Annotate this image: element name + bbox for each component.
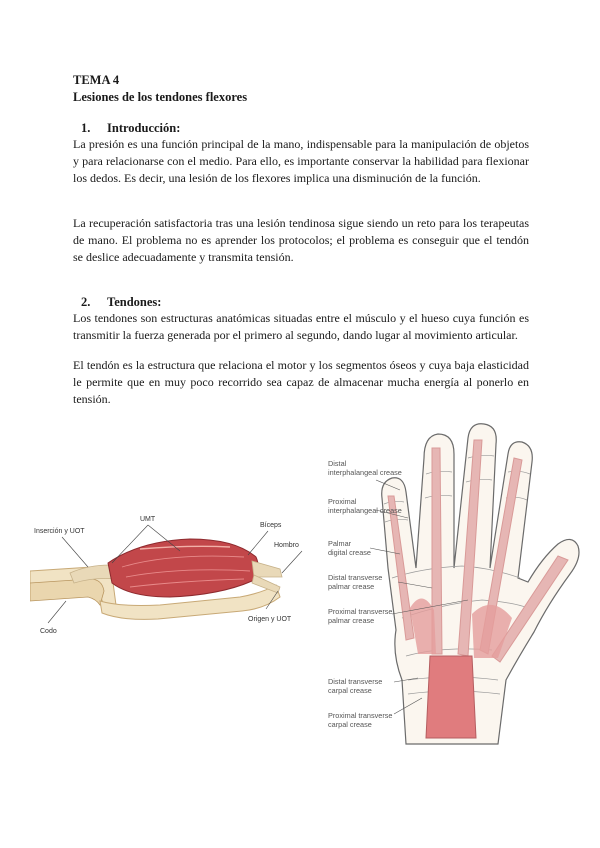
title-block <box>73 72 247 106</box>
section-title: Tendones: <box>107 295 162 309</box>
document-subtitle: Lesiones de los tendones flexores <box>73 90 248 104</box>
paragraph-tendones-2: El tendón es la estructura que relaciona el motor y los segmentos óseos y cuya baja elasticidad le permite que en muy poco recorrido sea capaz de almacenar mucha energía al ponerlo en tensión. <box>73 358 529 407</box>
label-palmar-digital: Palmar digital crease <box>328 539 371 557</box>
biceps-muscle <box>108 539 258 597</box>
label-hombro: Hombro <box>274 542 299 549</box>
section-heading-introduccion <box>81 121 180 136</box>
label-proximal-transverse-carpal: Proximal transverse carpal crease <box>328 711 393 729</box>
label-distal-interphalangeal: Distal interphalangeal crease <box>328 459 402 477</box>
section-number: 1. <box>81 121 91 135</box>
biceps-illustration <box>30 505 305 645</box>
label-insercion: Inserción y UOT <box>34 528 85 535</box>
carpal-tunnel <box>426 656 476 738</box>
label-umt: UMT <box>140 516 156 523</box>
label-biceps: Bíceps <box>260 522 282 529</box>
paragraph-tendones-1: Los tendones son estructuras anatómicas situadas entre el músculo y el hueso cuya función es transmitir la fuerza generada por el primero al segundo, dando lugar al movimiento articular. <box>73 311 529 343</box>
label-proximal-transverse-palmar: Proximal transverse palmar crease <box>328 607 393 625</box>
proximal-tendon <box>252 561 282 577</box>
section-number: 2. <box>81 295 91 309</box>
label-codo: Codo <box>40 628 57 635</box>
label-origen: Origen y UOT <box>248 616 292 623</box>
paragraph-intro-1: La presión es una función principal de la mano, indispensable para la manipulación de objetos y para relacionarse con el medio. Para ello, es importante conservar la habilidad para flexionar los dedos. Es decir, una lesión de los flexores implica una disminución de la función. <box>73 137 529 186</box>
label-distal-transverse-carpal: Distal transverse carpal crease <box>328 677 383 695</box>
label-distal-transverse-palmar: Distal transverse palmar crease <box>328 573 383 591</box>
ulna-bone <box>30 579 104 605</box>
tema-number: TEMA 4 <box>73 73 120 87</box>
section-title: Introducción: <box>107 121 181 135</box>
hand-illustration <box>322 418 584 746</box>
paragraph-intro-2: La recuperación satisfactoria tras una lesión tendinosa sigue siendo un reto para los terapeutas de mano. El problema no es aprender los protocolos; el problema es conseguir que el tendón se deslice adecuadamente y transmita tensión. <box>73 216 529 265</box>
label-proximal-interphalangeal: Proximal interphalangeal crease <box>328 497 402 515</box>
section-heading-tendones <box>81 295 161 310</box>
